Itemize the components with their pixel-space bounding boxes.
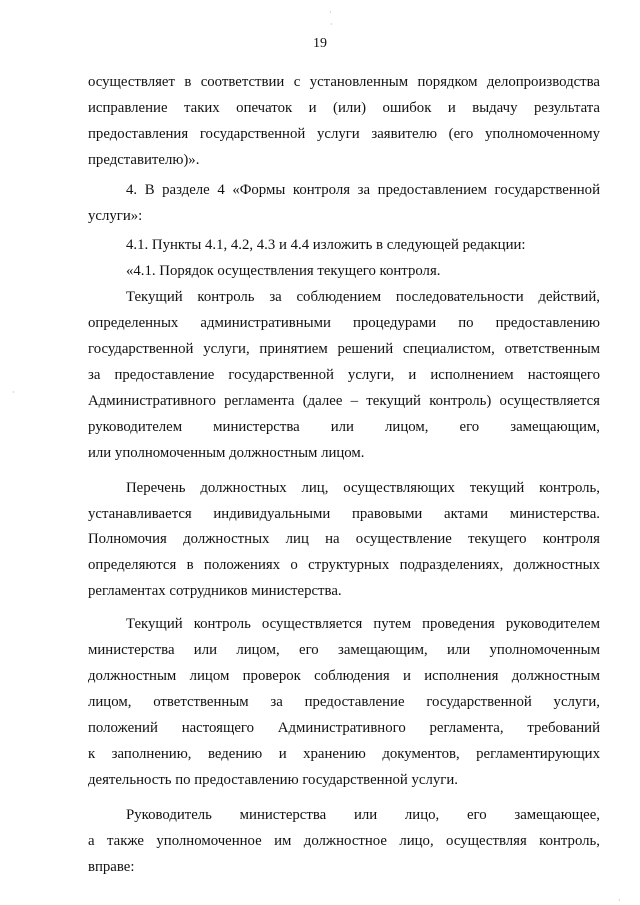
text-line: предоставления государственной услуги заявителю (его уполномоченному [88,125,600,142]
text-line: вправе: [88,859,135,876]
text-line: министерства или лицом, его замещающим, или уполномоченным [88,642,600,659]
text-line: представителю)». [88,151,200,168]
text-line: определенных административными процедурами по предоставлению [88,315,600,332]
text-line: услуги»: [88,207,143,224]
scan-mark: · [618,896,621,905]
scan-mark: · [12,388,15,397]
text-line: Административного регламента (далее – текущий контроль) осуществляется [88,392,600,409]
paragraph [88,476,600,606]
text-line: Текущий контроль за соблюдением последовательности действий, [126,289,600,306]
text-line: Полномочия должностных лиц на осуществление текущего контроля [88,531,600,548]
text-line: 4.1. Пункты 4.1, 4.2, 4.3 и 4.4 изложить в следующей редакции: [126,237,526,254]
text-line: а также уполномоченное им должностное лицо, осуществляя контроль, [88,833,600,850]
text-line: руководителем министерства или лицом, его замещающим, [88,418,600,435]
text-line: Руководитель министерства или лицо, его замещающее, [126,807,600,824]
text-line: определяются в положениях о структурных подразделениях, должностных [88,557,600,574]
text-line: или уполномоченным должностным лицом. [88,444,365,461]
text-line: должностным лицом проверок соблюдения и исполнения должностным [88,667,600,684]
text-line: к заполнению, ведению и хранению документов, регламентирующих [88,745,600,762]
text-line: Перечень должностных лиц, осуществляющих текущий контроль, [126,479,600,496]
text-line: осуществляет в соответствии с установленным порядком делопроизводства [88,74,600,90]
paragraph [88,70,600,174]
text-line: 4. В разделе 4 «Формы контроля за предоставлением государственной [126,181,600,198]
scan-mark: · [330,20,333,29]
text-line: Текущий контроль осуществляется путем проведения руководителем [126,616,600,633]
paragraph [88,285,600,466]
text-line: лицом, ответственным за предоставление государственной услуги, [88,693,600,710]
paragraph [88,612,600,793]
text-line: государственной услуги, принятием решений специалистом, ответственным [88,341,600,358]
text-line: деятельность по предоставлению государственной услуги. [88,771,458,788]
text-line: положений настоящего Административного регламента, требований [88,719,600,736]
text-line: устанавливается индивидуальными правовыми актами министерства. [88,505,600,522]
document-body [88,70,600,881]
text-line: за предоставление государственной услуги, и исполнением настоящего [88,366,600,383]
text-line: «4.1. Порядок осуществления текущего контроля. [126,263,441,280]
scan-mark: · [329,8,332,17]
text-line: регламентах сотрудников министерства. [88,583,342,600]
text-line: исправление таких опечаток и (или) ошибок и выдачу результата [88,99,600,116]
paragraph [88,803,600,881]
page-number: 19 [313,36,327,51]
paragraph [88,233,600,259]
paragraph [88,178,600,230]
paragraph [88,259,600,285]
